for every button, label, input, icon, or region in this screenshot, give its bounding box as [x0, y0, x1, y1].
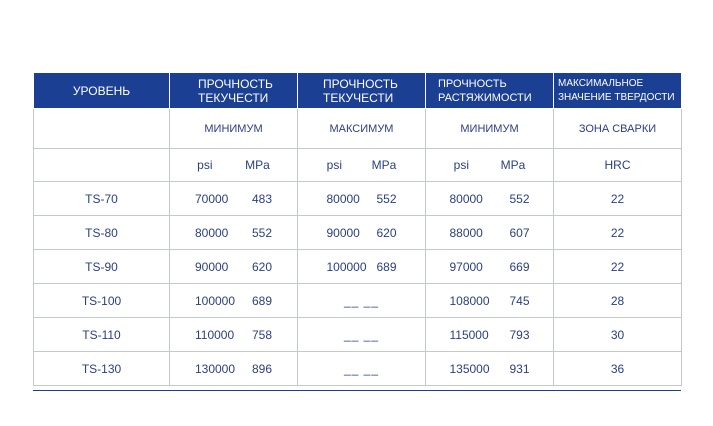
- unit-psi: psi: [197, 158, 213, 172]
- grade-cell: TS-90: [34, 250, 170, 284]
- hardness-cell: 22: [554, 182, 682, 216]
- yield-max-psi: 100000: [326, 259, 367, 274]
- tensile-min-cell: [426, 284, 554, 318]
- tensile-min-psi: 135000: [449, 361, 490, 376]
- yield-max-mpa: 552: [376, 191, 397, 206]
- tensile-min-mpa: 669: [509, 259, 530, 274]
- header-grade: [34, 73, 170, 109]
- yield-min-cell: [170, 182, 298, 216]
- header-yield-strength-max: [298, 73, 426, 109]
- yield-max-cell: [298, 216, 426, 250]
- tensile-min-psi: 108000: [449, 293, 490, 308]
- hardness-cell: 28: [554, 284, 682, 318]
- table-bottom-rule: [33, 390, 681, 391]
- tensile-min-cell: [426, 182, 554, 216]
- tensile-min-mpa: 607: [509, 225, 530, 240]
- table-body: [34, 109, 682, 386]
- subheader-weld-zone: ЗОНА СВАРКИ: [554, 109, 682, 149]
- grade-cell: TS-70: [34, 182, 170, 216]
- tensile-min-mpa: 552: [509, 191, 530, 206]
- hardness-cell: 22: [554, 250, 682, 284]
- yield-max-cell: [298, 250, 426, 284]
- header-line1: МАКСИМАЛЬНОЕ: [558, 77, 644, 89]
- yield-max-mpa: 620: [376, 225, 397, 240]
- yield-min-mpa: 483: [251, 191, 273, 206]
- grade-properties-table: [33, 72, 682, 386]
- tensile-min-cell: [426, 352, 554, 386]
- yield-min-mpa: 689: [251, 293, 273, 308]
- table-row: [34, 216, 682, 250]
- table-row: [34, 250, 682, 284]
- tensile-min-mpa: 745: [509, 293, 530, 308]
- yield-min-psi: 70000: [194, 191, 229, 206]
- table-row: [34, 182, 682, 216]
- header-line1: ПРОЧНОСТЬ: [323, 76, 398, 91]
- yield-max-cell: [298, 352, 426, 386]
- yield-min-mpa: 896: [251, 361, 273, 376]
- yield-min-cell: [170, 284, 298, 318]
- units-cell: [170, 149, 298, 182]
- hardness-cell: 30: [554, 318, 682, 352]
- hardness-cell: 36: [554, 352, 682, 386]
- yield-min-mpa: 758: [251, 327, 273, 342]
- header-tensile-strength: [426, 73, 554, 109]
- not-applicable-dash: __ __: [343, 361, 380, 376]
- unit-mpa: MPa: [245, 158, 270, 172]
- yield-min-psi: 90000: [194, 259, 229, 274]
- tensile-min-mpa: 931: [509, 361, 530, 376]
- yield-min-psi: 100000: [194, 293, 236, 308]
- tensile-min-cell: [426, 216, 554, 250]
- tensile-min-psi: 80000: [449, 191, 483, 206]
- yield-min-mpa: 620: [251, 259, 273, 274]
- yield-max-mpa: 689: [376, 259, 397, 274]
- header-line1: ПРОЧНОСТЬ: [198, 76, 273, 91]
- yield-max-psi: 80000: [326, 191, 360, 206]
- table-header: [34, 73, 682, 109]
- grade-cell: TS-100: [34, 284, 170, 318]
- grade-cell: TS-80: [34, 216, 170, 250]
- header-max-hardness: [554, 73, 682, 109]
- header-yield-strength-min: [170, 73, 298, 109]
- header-line1: ПРОЧНОСТЬ: [438, 77, 507, 90]
- unit-hrc: HRC: [554, 149, 682, 182]
- tensile-min-psi: 115000: [449, 327, 489, 342]
- hardness-cell: 22: [554, 216, 682, 250]
- subheader-maximum: МАКСИМУМ: [298, 109, 426, 149]
- unit-mpa: MPa: [500, 158, 526, 172]
- units-cell: [426, 149, 554, 182]
- header-row: [34, 73, 682, 109]
- yield-min-cell: [170, 318, 298, 352]
- units-cell: [298, 149, 426, 182]
- grade-cell: TS-110: [34, 318, 170, 352]
- yield-max-psi: 90000: [326, 225, 360, 240]
- subheader-cell: [34, 109, 170, 149]
- subheader-minimum: МИНИМУМ: [426, 109, 554, 149]
- tensile-min-cell: [426, 318, 554, 352]
- yield-max-cell: [298, 318, 426, 352]
- grade-cell: TS-130: [34, 352, 170, 386]
- yield-min-cell: [170, 352, 298, 386]
- subheader-row: [34, 109, 682, 149]
- header-line2: РАСТЯЖИМОСТИ: [438, 91, 532, 104]
- header-line2: ТЕКУЧЕСТИ: [198, 90, 269, 105]
- yield-max-cell: [298, 182, 426, 216]
- table-row: [34, 284, 682, 318]
- yield-min-psi: 130000: [194, 361, 236, 376]
- table-row: [34, 352, 682, 386]
- subheader-minimum: МИНИМУМ: [170, 109, 298, 149]
- tensile-min-psi: 88000: [449, 225, 483, 240]
- tensile-min-mpa: 793: [509, 327, 530, 342]
- header-line2: ЗНАЧЕНИЕ ТВЕРДОСТИ: [558, 91, 675, 103]
- header-line2: ТЕКУЧЕСТИ: [323, 90, 394, 105]
- yield-max-cell: [298, 284, 426, 318]
- yield-min-cell: [170, 216, 298, 250]
- tensile-min-psi: 97000: [449, 259, 483, 274]
- tensile-min-cell: [426, 250, 554, 284]
- unit-psi: psi: [453, 158, 469, 172]
- units-row: [34, 149, 682, 182]
- not-applicable-dash: __ __: [343, 293, 380, 308]
- yield-min-psi: 80000: [194, 225, 229, 240]
- unit-mpa: MPa: [371, 158, 397, 172]
- unit-psi: psi: [326, 158, 342, 172]
- units-cell-empty: [34, 149, 170, 182]
- table-row: [34, 318, 682, 352]
- header-grade-label: УРОВЕНЬ: [72, 83, 131, 98]
- yield-min-cell: [170, 250, 298, 284]
- yield-min-mpa: 552: [251, 225, 273, 240]
- not-applicable-dash: __ __: [343, 327, 380, 342]
- yield-min-psi: 110000: [194, 327, 235, 342]
